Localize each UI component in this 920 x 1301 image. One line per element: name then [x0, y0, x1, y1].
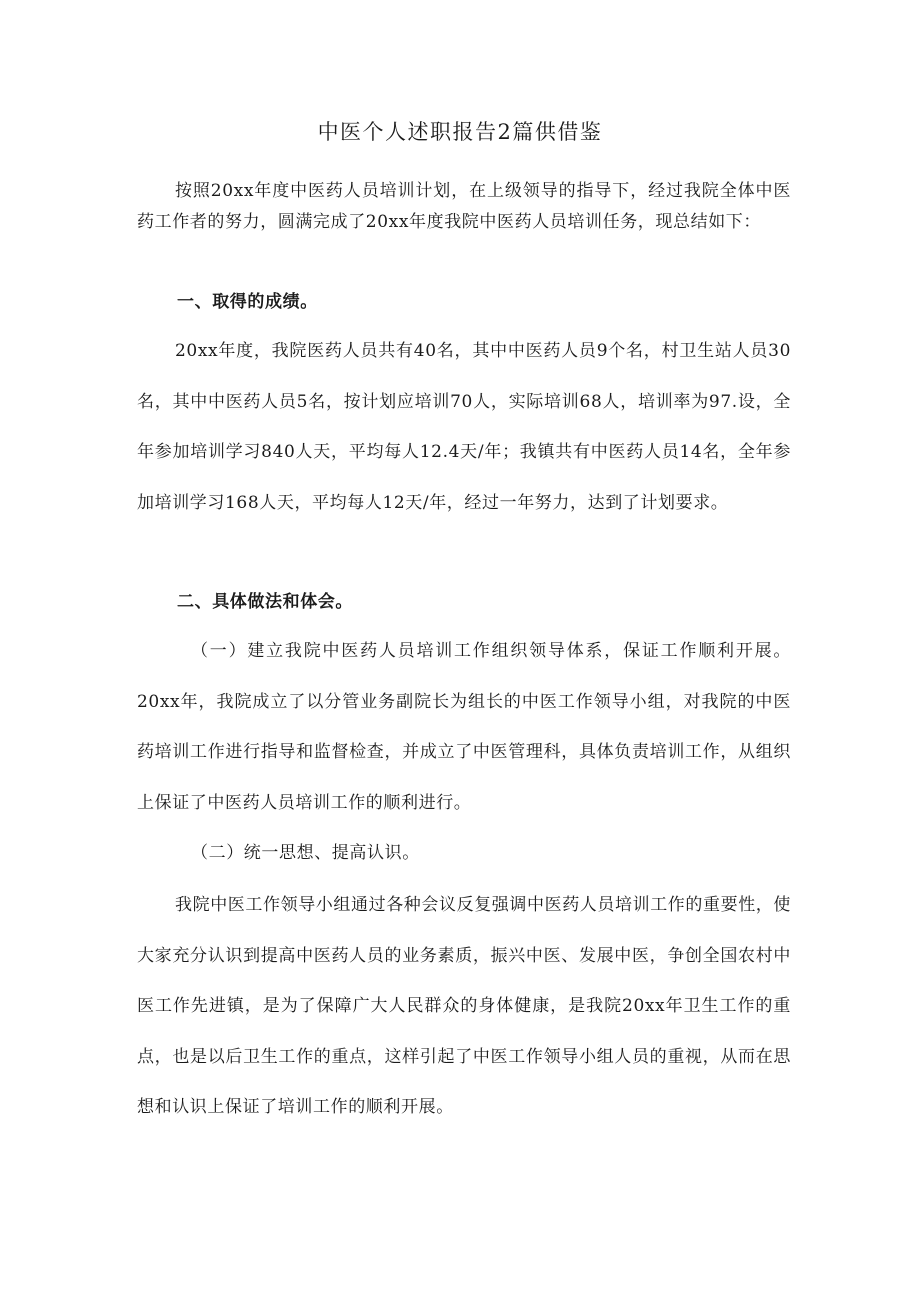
item-two-heading: （二）统一思想、提高认识。 — [191, 843, 420, 863]
intro-paragraph: 按照20xx年度中医药人员培训计划，在上级领导的指导下，经过我院全体中医药工作者的努力，圆满完成了20xx年度我院中医药人员培训任务，现总结如下： — [137, 181, 791, 232]
page-title: 中医个人述职报告2篇供借鉴 — [317, 120, 603, 144]
achievements-paragraph: 20xx年度，我院医药人员共有40名，其中中医药人员9个名，村卫生站人员30名，其中中医药人员5名，按计划应培训70人，实际培训68人，培训率为97.设，全年参加培训学习840人天，平均每人12.4天/年；我镇共有中医药人员14名，全年参加培训学习168人天，平均每人12天/年，经过一年努力，达到了计划要求。 — [137, 341, 791, 513]
section-heading-achievements: 一、取得的成绩。 — [177, 292, 318, 312]
item-one-paragraph: （一）建立我院中医药人员培训工作组织领导体系，保证工作顺利开展。20xx年，我院成立了以分管业务副院长为组长的中医工作领导小组，对我院的中医药培训工作进行指导和监督检查，并成立了中医管理科，具体负责培训工作，从组织上保证了中医药人员培训工作的顺利进行。 — [137, 641, 791, 813]
item-two-paragraph: 我院中医工作领导小组通过各种会议反复强调中医药人员培训工作的重要性，使大家充分认识到提高中医药人员的业务素质，振兴中医、发展中医，争创全国农村中医工作先进镇，是为了保障广大人民群众的身体健康，是我院20xx年卫生工作的重点，也是以后卫生工作的重点，这样引起了中医工作领导小组人员的重视，从而在思想和认识上保证了培训工作的顺利开展。 — [137, 895, 791, 1117]
section-heading-methods: 二、具体做法和体会。 — [177, 592, 353, 612]
